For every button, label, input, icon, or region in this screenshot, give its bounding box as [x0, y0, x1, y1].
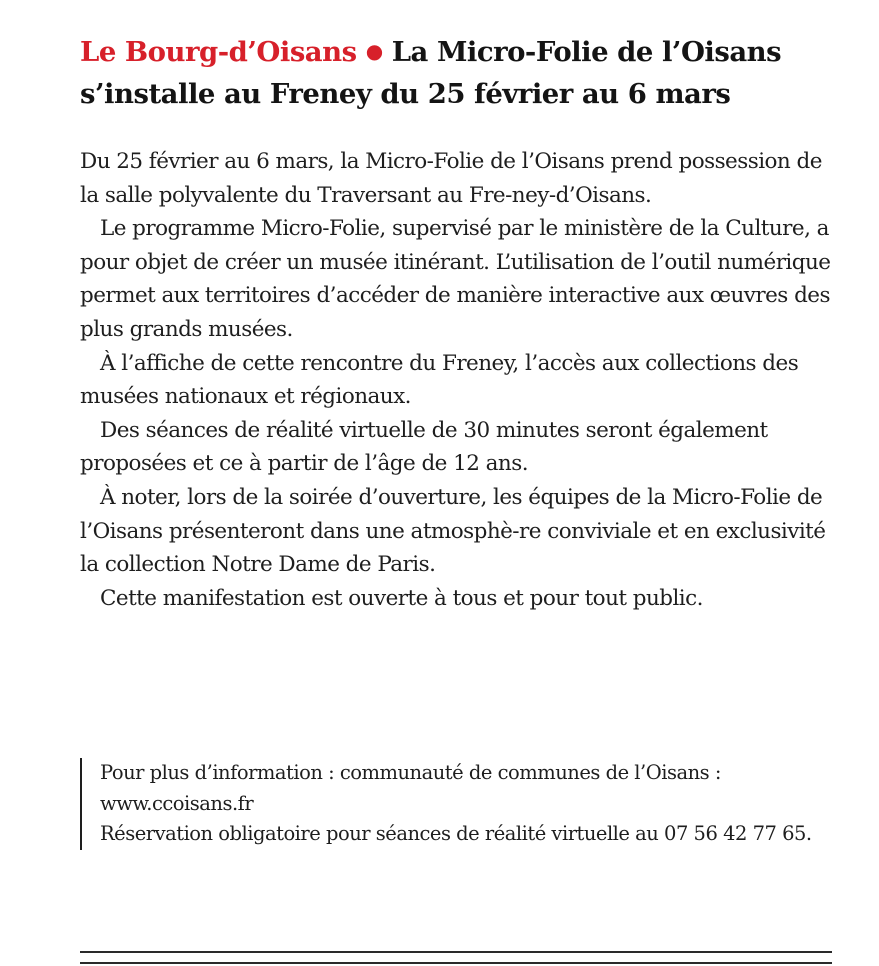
article-body: [80, 145, 840, 615]
paragraph-vr-sessions: Des séances de réalité virtuelle de 30 minutes seront également proposées et ce à partir de l’âge de 12 ans.: [80, 417, 768, 477]
info-reservation: Réservation obligatoire pour séances de réalité virtuelle au 07 56 42 77 65.: [100, 822, 812, 845]
headline-title: La Micro-Folie de l’Oisans s’installe au Freney du 25 février au 6 mars: [80, 36, 782, 110]
headline: [80, 30, 840, 115]
info-website: www.ccoisans.fr: [100, 791, 254, 815]
paragraph-programme: Le programme Micro-Folie, supervisé par le ministère de la Culture, a pour objet de créer un musée itinérant. L’utilisation de l’outil numérique permet aux territoires d’accéder de manière interactive aux œuvres des plus grands musées.: [80, 216, 831, 342]
paragraph-opening: À noter, lors de la soirée d’ouverture, les équipes de la Micro-Folie de l’Oisans présenteront dans une atmosphè-re conviviale et en exclusivité la collection Notre Dame de Paris.: [80, 484, 826, 578]
paragraph-public: Cette manifestation est ouverte à tous et pour tout public.: [100, 585, 703, 611]
info-box: [80, 758, 860, 850]
paragraph-affiche: À l’affiche de cette rencontre du Freney, l’accès aux collections des musées nationaux et régionaux.: [80, 350, 799, 410]
headline-locality: Le Bourg-d’Oisans: [80, 36, 357, 68]
bullet-icon: ●: [365, 39, 383, 63]
bottom-rule-top: [80, 951, 832, 953]
bottom-rule-bottom: [80, 962, 832, 964]
paragraph-intro: Du 25 février au 6 mars, la Micro-Folie de l’Oisans prend possession de la salle polyvalente du Traversant au Fre-ney-d’Oisans.: [80, 149, 822, 208]
info-contact: Pour plus d’information : communauté de communes de l’Oisans :: [100, 761, 721, 784]
